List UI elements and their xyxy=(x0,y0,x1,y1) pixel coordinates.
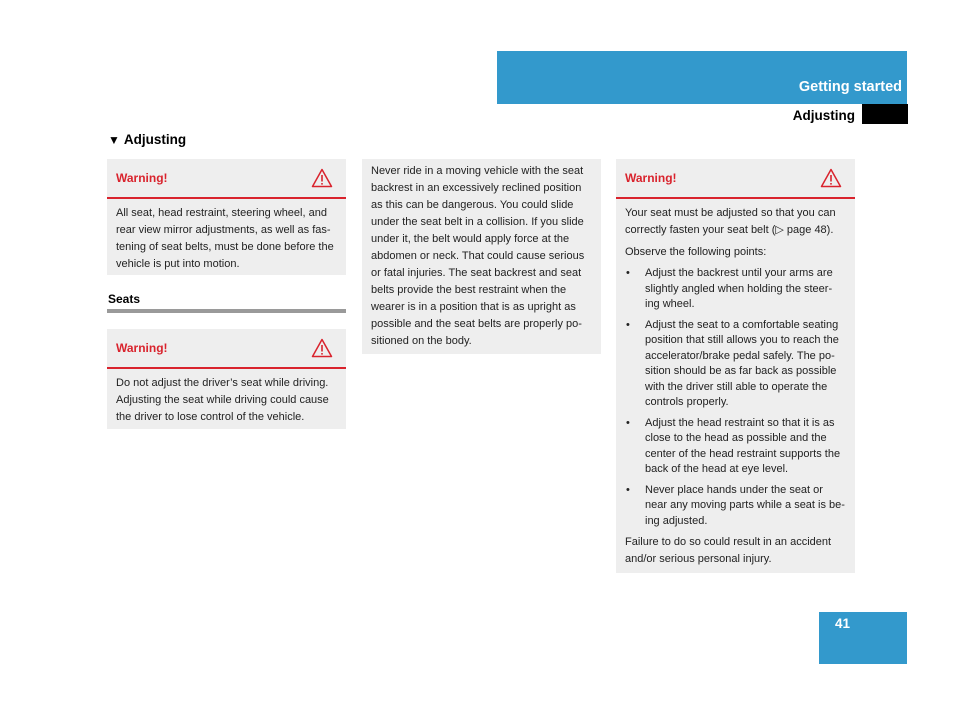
section-heading xyxy=(108,132,186,147)
list-item: • Adjust the head restraint so that it is as close to the head as possible and the center of the head restraint supports the back of the head at eye level. xyxy=(625,416,846,478)
warning-continuation-box xyxy=(362,159,601,354)
chapter-title: Getting started xyxy=(798,79,902,95)
list-item: • Never place hands under the seat or near any moving parts while a seat is be-ing adjusted. xyxy=(625,483,846,530)
warning-body xyxy=(107,199,346,286)
continuation-body xyxy=(362,159,601,363)
header-band xyxy=(497,51,907,104)
page-number-box xyxy=(819,612,907,664)
seats-heading: Seats xyxy=(108,292,141,306)
triangle-down-icon: ▼ xyxy=(108,133,120,147)
list-item: • Adjust the backrest until your arms are slightly angled when holding the steer-ing wheel. xyxy=(625,266,846,313)
continuation-text: Never ride in a moving vehicle with the seat backrest in an excessively reclined position as this can be dangerous. You could slide under the seat belt in a collision. If you slide under it, the belt would apply force at the abdomen or neck. That could cause serious or fatal injuries. The seat backrest and seat belts provide the best restraint when the wearer is in a position that is as upright as possible and the seat belts are properly po-sitioned on the body. xyxy=(371,165,585,347)
warning-observe: Observe the following points: xyxy=(625,246,767,258)
warning-header xyxy=(616,159,855,199)
warning-intro: Your seat must be adjusted so that you can correctly fasten your seat belt (▷ page 48). xyxy=(625,207,836,236)
warning-body xyxy=(107,369,346,439)
warning-triangle-icon xyxy=(311,338,333,358)
warning-closing: Failure to do so could result in an accident and/or serious personal injury. xyxy=(625,536,832,565)
header-tab-marker xyxy=(862,104,908,124)
warning-box-seat-adjust xyxy=(616,159,855,573)
warning-box-adjustments xyxy=(107,159,346,275)
warning-label: Warning! xyxy=(116,341,168,355)
warning-text: All seat, head restraint, steering wheel, and rear view mirror adjustments, as well as fas-tening of seat belts, must be done before the vehicle is put into motion. xyxy=(116,207,334,270)
seats-divider xyxy=(107,309,346,313)
warning-body xyxy=(616,199,855,581)
page-number: 41 xyxy=(835,616,851,631)
warning-label: Warning! xyxy=(625,171,677,185)
warning-label: Warning! xyxy=(116,171,168,185)
warning-triangle-icon xyxy=(820,168,842,188)
section-title: Adjusting xyxy=(792,108,855,123)
bullet-list xyxy=(625,266,846,529)
list-item: • Adjust the seat to a comfortable seating position that still allows you to reach the accelerator/brake pedal safely. The po-sition should be as far back as possible with the driver still able to operate the controls properly. xyxy=(625,318,846,411)
warning-header xyxy=(107,329,346,369)
warning-triangle-icon xyxy=(311,168,333,188)
warning-text: Do not adjust the driver’s seat while driving. Adjusting the seat while driving could cause the driver to lose control of the vehicle. xyxy=(116,377,329,423)
warning-box-driving xyxy=(107,329,346,429)
warning-header xyxy=(107,159,346,199)
section-heading-text: Adjusting xyxy=(123,132,187,147)
